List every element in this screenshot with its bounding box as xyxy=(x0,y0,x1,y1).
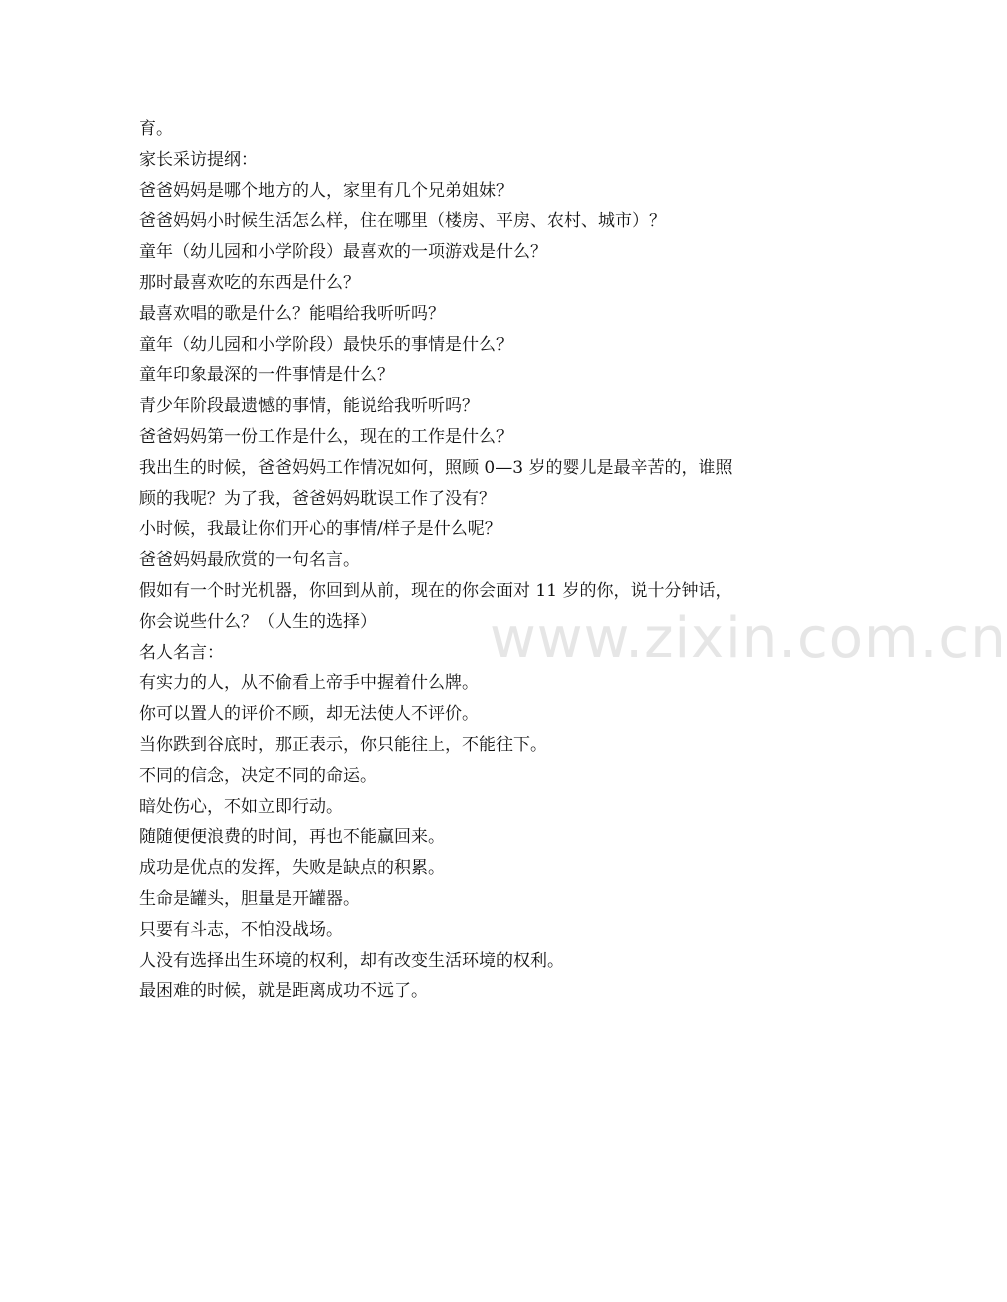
section-heading-famous-quotes: 名人名言： xyxy=(139,642,224,663)
quote-line: 有实力的人，从不偷看上帝手中握着什么牌。 xyxy=(139,673,479,694)
text-line: 我出生的时候，爸爸妈妈工作情况如何，照顾 0—3 岁的婴儿是最辛苦的，谁照 xyxy=(139,457,733,478)
section-heading-interview-outline: 家长采访提纲： xyxy=(139,149,258,170)
text-line: 爸爸妈妈小时候生活怎么样，住在哪里（楼房、平房、农村、城市）？ xyxy=(139,211,666,232)
text-line: 童年（幼儿园和小学阶段）最喜欢的一项游戏是什么？ xyxy=(139,242,547,263)
watermark: www.zixin.com.cn xyxy=(490,606,1007,671)
quote-line: 暗处伤心，不如立即行动。 xyxy=(139,796,343,817)
quote-line: 成功是优点的发挥，失败是缺点的积累。 xyxy=(139,858,445,879)
quote-line: 不同的信念，决定不同的命运。 xyxy=(139,765,377,786)
text-line: 爸爸妈妈是哪个地方的人，家里有几个兄弟姐妹？ xyxy=(139,180,513,201)
text-line: 童年印象最深的一件事情是什么？ xyxy=(139,365,394,386)
quote-line: 只要有斗志，不怕没战场。 xyxy=(139,919,343,940)
quote-line: 你可以置人的评价不顾，却无法使人不评价。 xyxy=(139,704,479,725)
text-line: 小时候，我最让你们开心的事情/样子是什么呢？ xyxy=(139,519,502,540)
quote-line: 最困难的时候，就是距离成功不远了。 xyxy=(139,981,428,1002)
text-line: 你会说些什么？（人生的选择） xyxy=(139,611,377,632)
text-line: 顾的我呢？为了我，爸爸妈妈耽误工作了没有？ xyxy=(139,488,496,509)
quote-line: 随随便便浪费的时间，再也不能赢回来。 xyxy=(139,827,445,848)
quote-line: 生命是罐头，胆量是开罐器。 xyxy=(139,888,360,909)
text-line: 爸爸妈妈最欣赏的一句名言。 xyxy=(139,550,360,571)
quote-line: 人没有选择出生环境的权利，却有改变生活环境的权利。 xyxy=(139,950,564,971)
text-line: 育。 xyxy=(139,119,173,139)
text-line: 那时最喜欢吃的东西是什么？ xyxy=(139,272,360,293)
quote-line: 当你跌到谷底时，那正表示，你只能往上，不能往下。 xyxy=(139,734,547,755)
text-line: 青少年阶段最遗憾的事情，能说给我听听吗？ xyxy=(139,396,479,417)
text-line: 爸爸妈妈第一份工作是什么，现在的工作是什么？ xyxy=(139,426,513,447)
document-body xyxy=(139,114,789,1007)
text-line: 最喜欢唱的歌是什么？能唱给我听听吗？ xyxy=(139,303,445,324)
text-line: 童年（幼儿园和小学阶段）最快乐的事情是什么？ xyxy=(139,334,513,355)
text-line: 假如有一个时光机器，你回到从前，现在的你会面对 11 岁的你，说十分钟话， xyxy=(139,580,733,601)
